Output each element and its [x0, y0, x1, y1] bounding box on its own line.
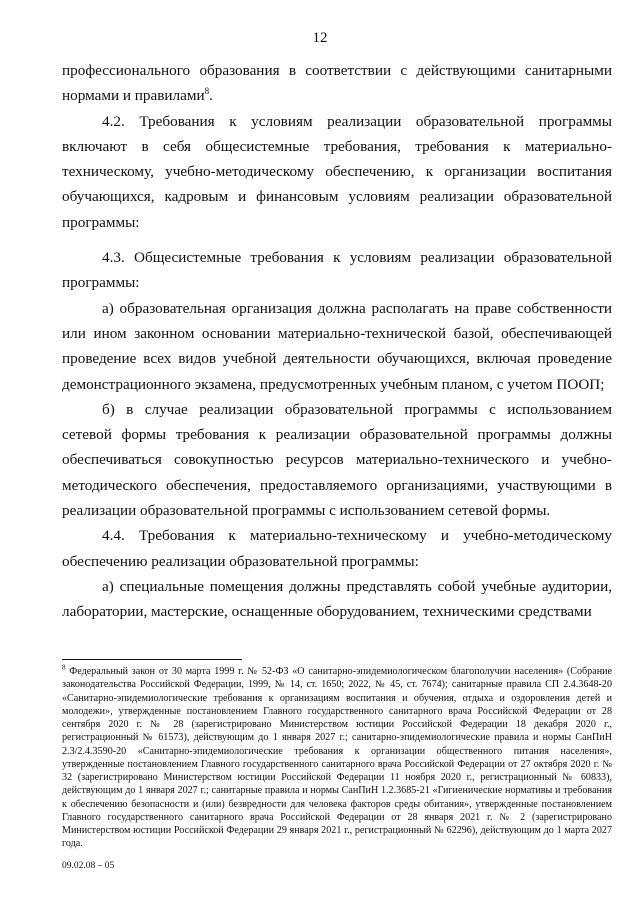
paragraph-4-3: 4.3. Общесистемные требования к условиям реализации образовательной программы:: [62, 249, 612, 292]
document-body: [62, 58, 612, 625]
footnote-text: Федеральный закон от 30 марта 1999 г. № 52-ФЗ «О санитарно-эпидемиологическом благополучии населения» (Собрание законодательства Российской Федерации, 1999, № 14, ст. 1650; 2022, № 45, ст. 7674); санитарные правила СП 2.4.3648-20 «Санитарно-эпидемиологические требования к организациям воспитания и обучения, отдыха и оздоровления детей и молодежи», утвержденные постановлением Главного государственного санитарного врача Российской Федерации от 28 сентября 2020 г. № 28 (зарегистрировано Министерством юстиции Российской Федерации 18 декабря 2020 г., регистрационный № 61573), действующим до 1 января 2027 г.; санитарно-эпидемиологические правила и нормы СанПиН 2.3/2.4.3590-20 «Санитарно-эпидемиологические требования к организации общественного питания населения», утвержденные постановлением Главного государственного санитарного врача Российской Федерации от 27 октября 2020 г. № 32 (зарегистрировано Министерством юстиции Российской Федерации 11 ноября 2020 г., регистрационный № 60833), действующим до 1 января 2027 г.; санитарные правила и нормы СанПиН 1.2.3685-21 «Гигиенические нормативы и требования к обеспечению безопасности и (или) безвредности для человека факторов среды обитания», утвержденные постановлением Главного государственного санитарного врача Российской Федерации от 28 января 2021 г. № 2 (зарегистрировано Министерством юстиции Российской Федерации 29 января 2021 г., регистрационный № 62296), действующим до 1 марта 2027 года.: [62, 666, 612, 850]
paragraph-4-4: 4.4. Требования к материально-техническому и учебно-методическому обеспечению реализации образовательной программы:: [62, 527, 612, 570]
paragraph-4-4-a: а) специальные помещения должны представлять собой учебные аудитории, лаборатории, мастерские, оснащенные оборудованием, техническими средствами: [62, 577, 612, 621]
paragraph-4-3-a: а) образовательная организация должна располагать на праве собственности или ином законном основании материально-технической базой, обеспечивающей проведение всех видов учебной деятельности обучающихся, включая проведение демонстрационного экзамена, предусмотренных учебным планом, с учетом ПООП;: [62, 299, 612, 393]
page-code: 09.02.08 – 05: [62, 861, 115, 871]
paragraph-4-2: 4.2. Требования к условиям реализации образовательной программы включают в себя общесистемные требования, требования к материально-техническому, учебно-методическому обеспечению, к организации воспитания обучающихся, кадровым и финансовым условиям реализации образовательной программы:: [62, 112, 612, 231]
footnote-divider: [62, 659, 242, 660]
paragraph-continuation: [62, 58, 612, 109]
footnote-marker: 8: [62, 663, 66, 672]
paragraph-tail: .: [209, 87, 213, 105]
footnote: [62, 665, 612, 851]
paragraph-text: профессионального образования в соответствии с действующими санитарными нормами и правилами: [62, 62, 612, 105]
footnote-reference: 8: [204, 86, 210, 97]
paragraph-4-3-b: б) в случае реализации образовательной программы с использованием сетевой формы требования к реализации образовательной программы должны обеспечиваться совокупностью ресурсов материально-технического и учебно-методического обеспечения, предоставляемого организациями, участвующими в реализации образовательной программы с использованием сетевой формы.: [62, 400, 612, 520]
page-number: 12: [312, 30, 328, 46]
